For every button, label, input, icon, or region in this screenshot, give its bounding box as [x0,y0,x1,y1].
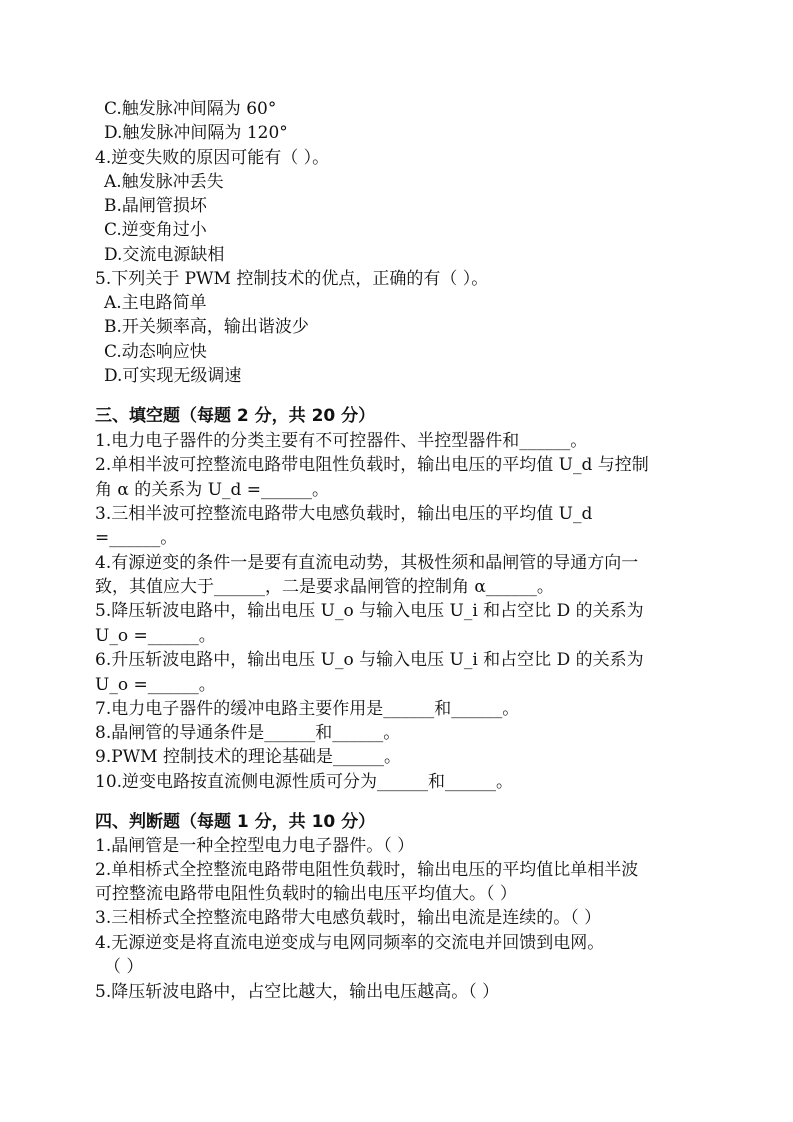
true-false-line: 1.晶闸管是一种全控型电力电子器件。（ ） [95,836,415,856]
true-false-line: 2.单相桥式全控整流电路带电阻性负载时，输出电压的平均值比单相半波 [95,860,639,880]
fill-blank-line: 7.电力电子器件的缓冲电路主要作用是______和______。 [95,699,520,719]
fill-blank-line: 5.降压斩波电路中，输出电压 U_o 与输入电压 U_i 和占空比 D 的关系为 [95,601,644,621]
q5-stem: 5.下列关于 PWM 控制技术的优点，正确的有（ ）。 [95,269,489,289]
fill-blank-line: 6.升压斩波电路中，输出电压 U_o 与输入电压 U_i 和占空比 D 的关系为 [95,650,644,670]
section-3-heading: 三、填空题（每题 2 分，共 20 分） [95,406,376,426]
q4-option-c: C.逆变角过小 [104,220,207,240]
true-false-line: 5.降压斩波电路中，占空比越大，输出电压越高。（ ） [95,982,500,1002]
fill-blank-line: 2.单相半波可控整流电路带电阻性负载时，输出电压的平均值 U_d 与控制 [95,455,649,475]
q4-option-d: D.交流电源缺相 [104,245,225,265]
fill-blank-line: 4.有源逆变的条件一是要有直流电动势，其极性须和晶闸管的导通方向一 [95,553,639,573]
q4-option-b: B.晶闸管损坏 [104,196,207,216]
fill-blank-line: U_o =______。 [95,675,216,695]
q5-option-b: B.开关频率高，输出谐波少 [104,317,309,337]
q5-option-c: C.动态响应快 [104,342,207,362]
fill-blank-line: 角 α 的关系为 U_d =______。 [95,480,330,500]
q4-option-a: A.触发脉冲丢失 [104,172,224,192]
true-false-line: 3.三相桥式全控整流电路带大电感负载时，输出电流是连续的。（ ） [95,908,602,928]
q5-option-a: A.主电路简单 [104,293,207,313]
fill-blank-line: U_o =______。 [95,626,216,646]
true-false-line: 可控整流电路带电阻性负载时的输出电压平均值大。（ ） [95,884,517,904]
fill-blank-line: 8.晶闸管的导通条件是______和______。 [95,723,401,743]
true-false-line: （ ） [104,957,144,977]
q3-option-d: D.触发脉冲间隔为 120° [104,123,288,143]
section-4-heading: 四、判断题（每题 1 分，共 10 分） [95,812,376,832]
fill-blank-line: 1.电力电子器件的分类主要有不可控器件、半控型器件和______。 [95,431,588,451]
fill-blank-line: 3.三相半波可控整流电路带大电感负载时，输出电压的平均值 U_d [95,504,593,524]
fill-blank-line: 致，其值应大于______，二是要求晶闸管的控制角 α______。 [95,577,554,597]
true-false-line: 4.无源逆变是将直流电逆变成与电网同频率的交流电并回馈到电网。 [95,933,605,953]
fill-blank-line: 9.PWM 控制技术的理论基础是______。 [95,747,401,767]
fill-blank-line: =______。 [95,528,178,548]
q5-option-d: D.可实现无级调速 [104,366,242,386]
fill-blank-line: 10.逆变电路按直流侧电源性质可分为______和______。 [95,772,514,792]
q3-option-c: C.触发脉冲间隔为 60° [104,99,277,119]
q4-stem: 4.逆变失败的原因可能有（ ）。 [95,148,330,168]
